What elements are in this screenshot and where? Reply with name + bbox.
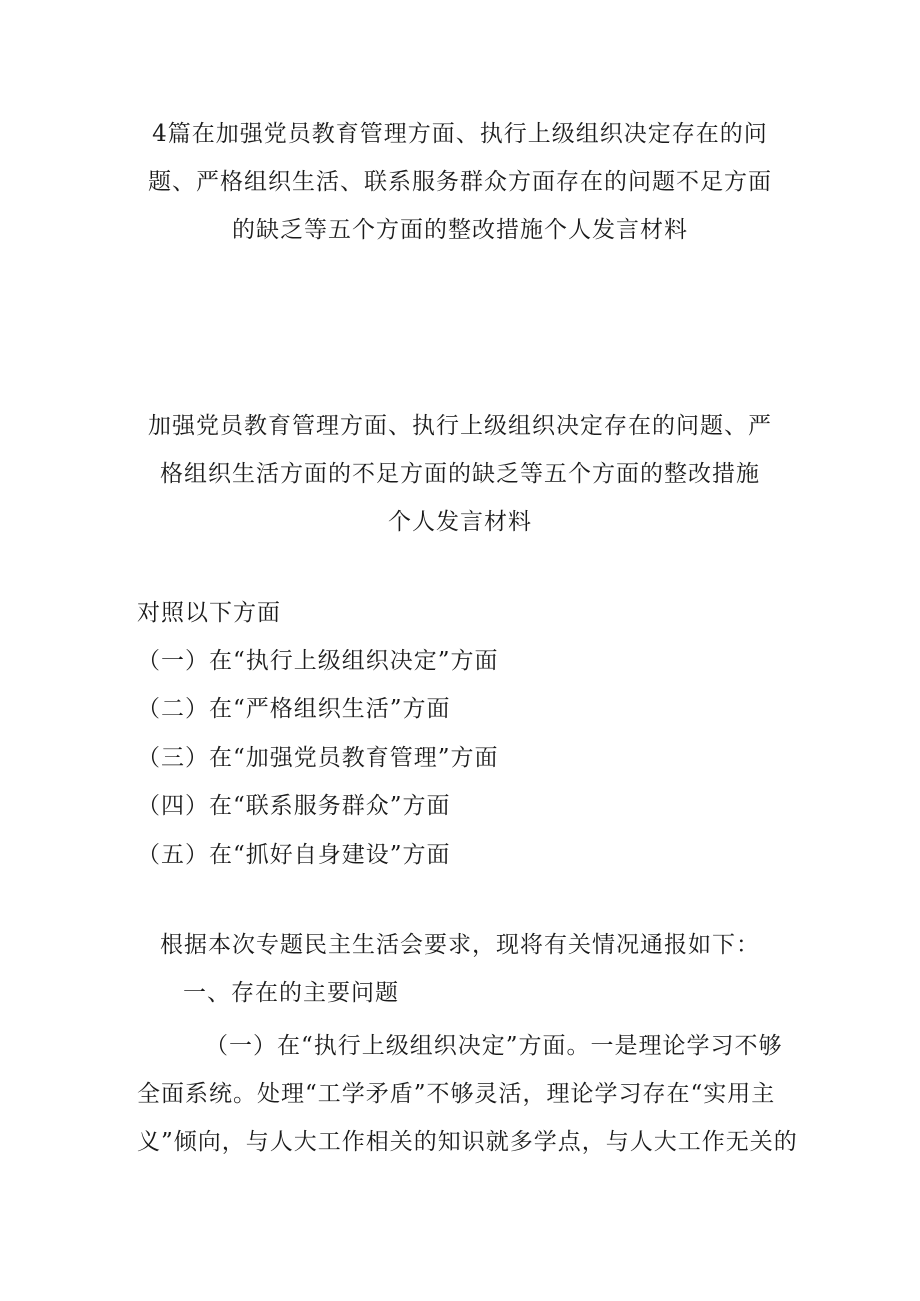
aspect-item: （二）在“严格组织生活”方面 bbox=[137, 696, 451, 722]
intro-text: 对照以下方面 bbox=[137, 600, 281, 626]
body-paragraph bbox=[137, 1022, 798, 1166]
document-title-line: 的缺乏等五个方面的整改措施个人发言材料 bbox=[232, 217, 688, 243]
paragraph-line: 义”倾向，与人大工作相关的知识就多学点，与人大工作无关的 bbox=[137, 1129, 798, 1155]
section-title-line: 个人发言材料 bbox=[388, 509, 532, 535]
document-title bbox=[120, 110, 800, 254]
document-title-line: 4篇在加强党员教育管理方面、执行上级组织决定存在的问 bbox=[152, 121, 768, 147]
aspect-item: （五）在“抓好自身建设”方面 bbox=[137, 842, 451, 868]
section-heading: 一、存在的主要问题 bbox=[183, 980, 399, 1006]
paragraph-line: 全面系统。处理“工学矛盾”不够灵活，理论学习存在“实用主 bbox=[137, 1081, 776, 1107]
section-title-line: 加强党员教育管理方面、执行上级组织决定存在的问题、严 bbox=[148, 413, 772, 439]
lead-paragraph: 根据本次专题民主生活会要求，现将有关情况通报如下： bbox=[160, 932, 760, 958]
section-title-line: 格组织生活方面的不足方面的缺乏等五个方面的整改措施 bbox=[160, 461, 760, 487]
aspect-item: （三）在“加强党员教育管理”方面 bbox=[137, 745, 499, 771]
aspect-item: （四）在“联系服务群众”方面 bbox=[137, 793, 451, 819]
section-title bbox=[120, 402, 800, 546]
paragraph-line: （一）在“执行上级组织决定”方面。一是理论学习不够 bbox=[205, 1033, 783, 1059]
aspect-item: （一）在“执行上级组织决定”方面 bbox=[137, 648, 499, 674]
document-title-line: 题、严格组织生活、联系服务群众方面存在的问题不足方面 bbox=[148, 169, 772, 195]
